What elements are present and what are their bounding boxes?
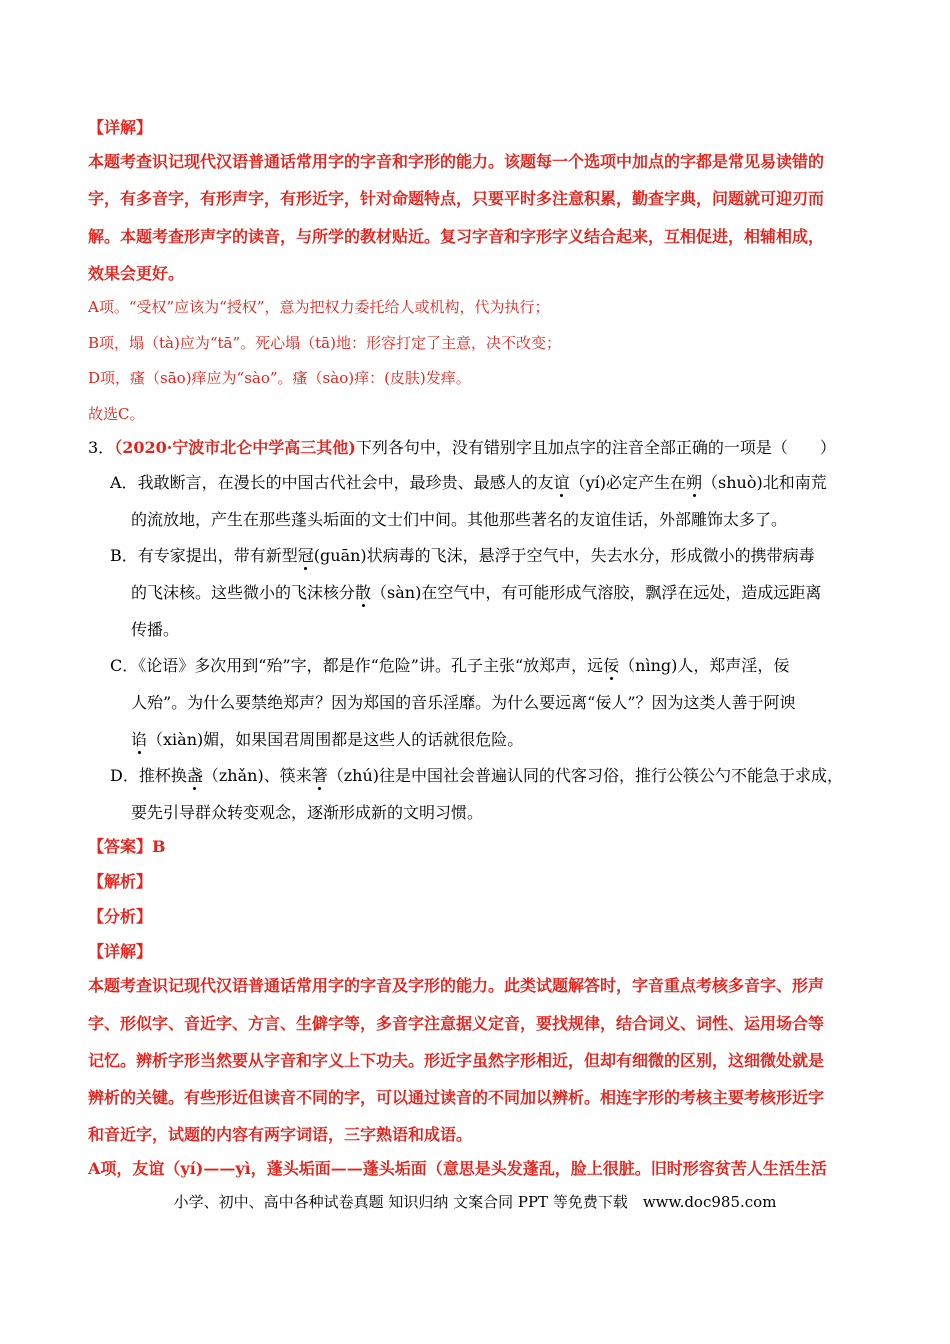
option-b-text: 有专家提出，带有新型 bbox=[137, 546, 298, 565]
answer bbox=[88, 837, 166, 857]
conclusion: 故选C。 bbox=[88, 405, 145, 423]
detail-para-line-1: 本题考查识记现代汉语普通话常用字的字音和字形的能力。该题每一个选项中加点的字都是常见易读错的 bbox=[88, 152, 825, 171]
option-a-label: A． bbox=[110, 473, 138, 492]
option-c-line-1 bbox=[110, 656, 789, 676]
option-d-text: （zhú)往是中国社会普遍认同的代客习俗，推行公筷公勺不能急于求成， bbox=[327, 766, 844, 785]
detail-heading-1: 【详解】 bbox=[88, 118, 153, 137]
detail-para-line-3: 解。本题考查形声字的读音，与所学的教材贴近。复习字音和字形字义结合起来，互相促进，相辅相成， bbox=[88, 227, 825, 246]
dotted-char: 散 bbox=[355, 583, 372, 602]
answer-label: 【答案】 bbox=[88, 837, 153, 856]
explanation2-item-a: A项，友谊（yí)——yì，蓬头垢面——蓬头垢面（意思是头发蓬乱，脸上很脏。旧时形容贫苦人生活生活 bbox=[88, 1159, 827, 1178]
dotted-char: 佞 bbox=[603, 656, 620, 675]
detail2-para-line-1: 本题考查识记现代汉语普通话常用字的字音及字形的能力。此类试题解答时，字音重点考核多音字、形声 bbox=[88, 976, 825, 995]
option-c-line-3 bbox=[131, 730, 523, 750]
detail-para-line-2: 字，有多音字，有形声字，有形近字，针对命题特点，只要平时多注意积累，勤查字典，问题就可迎刃而 bbox=[88, 189, 825, 208]
detail-para-line-4: 效果会更好。 bbox=[88, 264, 185, 283]
dotted-char: 朔 bbox=[686, 473, 703, 492]
dotted-char: 箸 bbox=[311, 766, 328, 785]
page-footer: 小学、初中、高中各种试卷真题 知识归纳 文案合同 PPT 等免费下载 www.doc985.com bbox=[173, 1193, 777, 1211]
dotted-char: 盏 bbox=[186, 766, 203, 785]
explanation-item-d: D项，瘙（sāo)痒应为“sào”。瘙（sào)痒：(皮肤)发痒。 bbox=[88, 369, 471, 387]
option-c-line-2: 人殆”。为什么要禁绝郑声？因为郑国的音乐淫靡。为什么要远离“佞人”？因为这类人善于阿谀 bbox=[131, 693, 796, 712]
detail-heading-2: 【详解】 bbox=[88, 942, 153, 961]
option-c-label: C． bbox=[110, 656, 139, 675]
option-a-text: （shuò)北和南荒 bbox=[702, 473, 827, 492]
option-b-text: 的飞沫核。这些微小的飞沫核分 bbox=[131, 583, 356, 602]
option-d-text: （zhǎn)、筷来 bbox=[202, 766, 312, 785]
dotted-char: 谊 bbox=[553, 473, 570, 492]
option-b-text: (guān)状病毒的飞沫，悬浮于空气中，失去水分，形成微小的携带病毒 bbox=[313, 546, 815, 565]
option-a-text: 我敢断言，在漫长的中国古代社会中，最珍贵、最感人的友 bbox=[137, 473, 554, 492]
option-c-text: 《论语》多次用到“殆”字，都是作“危险”讲。孔子主张“放郑声，远 bbox=[138, 656, 604, 675]
question-3-stem bbox=[88, 438, 836, 458]
question-text: 下列各句中，没有错别字且加点字的注音全部正确的一项是（ ） bbox=[355, 438, 836, 457]
question-source: （2020·宁波市北仑中学高三其他) bbox=[114, 438, 356, 457]
option-d-label: D． bbox=[110, 766, 139, 785]
option-d-line-1 bbox=[110, 766, 843, 786]
option-c-text: （nìng)人，郑声淫，佞 bbox=[619, 656, 790, 675]
option-a-line-2: 的流放地，产生在那些蓬头垢面的文士们中间。其他那些著名的友谊佳话，外部雕饰太多了。 bbox=[131, 510, 788, 529]
detail2-para-line-3: 记忆。辨析字形当然要从字音和字义上下功夫。形近字虽然字形相近，但却有细微的区别，这细微处就是 bbox=[88, 1051, 825, 1070]
option-b-line-3: 传播。 bbox=[131, 620, 180, 639]
analysis-heading: 【解析】 bbox=[88, 872, 153, 891]
option-a-line-1 bbox=[110, 473, 827, 493]
detail2-para-line-4: 辨析的关键。有些形近但读音不同的字，可以通过读音的不同加以辨析。相连字形的考核主要考核形近字 bbox=[88, 1088, 825, 1107]
dotted-char: 冠 bbox=[297, 546, 314, 565]
option-b-text: （sàn)在空气中，有可能形成气溶胶，飘浮在远处，造成远距离 bbox=[371, 583, 822, 602]
detail2-para-line-5: 和音近字，试题的内容有两字词语，三字熟语和成语。 bbox=[88, 1125, 473, 1144]
option-d-text: 推杯换 bbox=[138, 766, 187, 785]
explanation-item-b: B项，塌（tà)应为“tā”。死心塌（tā)地：形容打定了主意，决不改变； bbox=[88, 334, 561, 352]
detail2-para-line-2: 字、形似字、音近字、方言、生僻字等，多音字注意据义定音，要找规律，结合词义、词性、运用场合等 bbox=[88, 1014, 825, 1033]
option-b-line-1 bbox=[110, 546, 815, 566]
option-d-line-2: 要先引导群众转变观念，逐渐形成新的文明习惯。 bbox=[131, 803, 484, 822]
dotted-char: 谄 bbox=[131, 730, 148, 749]
fenxi-heading: 【分析】 bbox=[88, 907, 153, 926]
option-b-line-2 bbox=[131, 583, 821, 603]
question-number: 3． bbox=[88, 438, 115, 457]
option-b-label: B． bbox=[110, 546, 138, 565]
option-a-text: （yí)必定产生在 bbox=[569, 473, 686, 492]
option-c-text: （xiàn)媚，如果国君周围都是这些人的话就很危险。 bbox=[147, 730, 524, 749]
explanation-item-a: A项。“受权”应该为“授权”，意为把权力委托给人或机构，代为执行； bbox=[88, 298, 550, 316]
answer-value: B bbox=[152, 837, 166, 856]
